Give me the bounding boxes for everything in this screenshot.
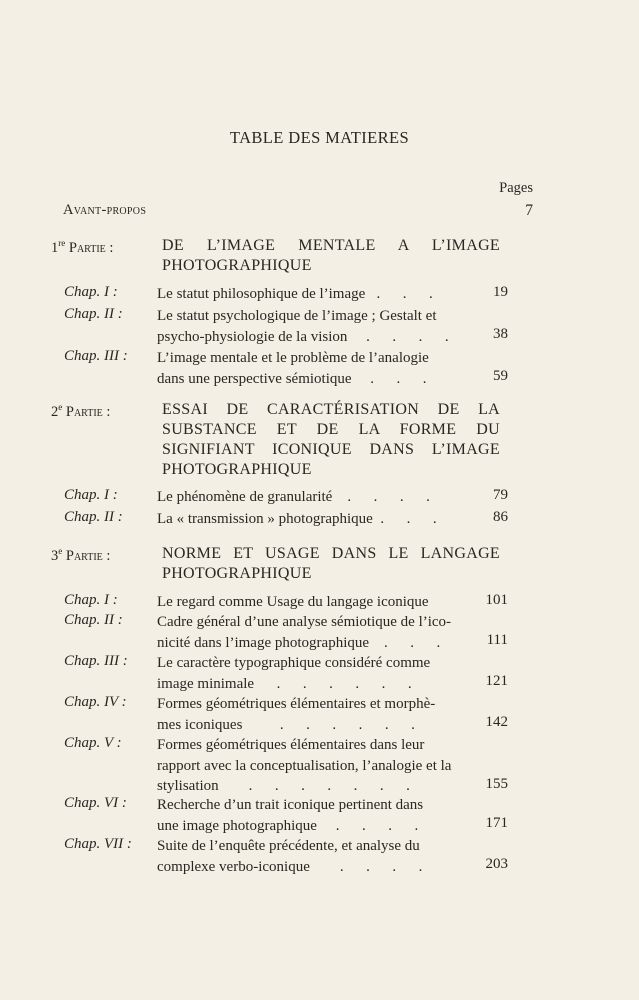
chapter-title: Le statut philosophique de l’image . . . <box>157 286 433 302</box>
chapter-title: L’image mentale et le problème de l’analogie dans une perspective sémiotique . . . <box>157 350 429 387</box>
chapter-page: 121 <box>485 673 508 689</box>
part-title: NORME ET USAGE DANS LE LANGAGE PHOTOGRAPHIQUE <box>162 545 500 582</box>
chapter-label: Chap. II : <box>64 509 123 525</box>
chapter-page: 111 <box>486 632 508 648</box>
chapter-title: Le caractère typographique considéré comme image minimale . . . . . . <box>157 655 431 692</box>
page-title: TABLE DES MATIERES <box>229 128 410 147</box>
chapter-page: 155 <box>485 776 508 792</box>
chapter-label: Chap. IV : <box>64 694 127 710</box>
chapter-label: Chap. V : <box>64 735 122 751</box>
part-label: 2e Partie : <box>51 402 111 420</box>
chapter-title: Recherche d’un trait iconique pertinent dans une image photographique . . . . <box>157 797 424 834</box>
chapter-page: 101 <box>485 592 508 608</box>
avant-propos-page: 7 <box>525 202 533 219</box>
chapter-title: Le phénomène de granularité . . . . <box>157 489 430 505</box>
chapter-label: Chap. III : <box>64 348 128 364</box>
chapter-label: Chap. III : <box>64 653 128 669</box>
chapter-label: Chap. I : <box>64 487 118 503</box>
chapter-page: 38 <box>493 326 508 342</box>
chapter-label: Chap. VII : <box>64 836 132 852</box>
chapter-title: Le statut psychologique de l’image ; Gestalt et psycho-physiologie de la vision . . . . <box>157 308 449 345</box>
chapter-page: 19 <box>493 284 508 300</box>
chapter-page: 203 <box>485 856 508 872</box>
chapter-page: 142 <box>485 714 508 730</box>
chapter-page: 59 <box>493 368 508 384</box>
chapter-title: Le regard comme Usage du langage iconique <box>157 594 429 610</box>
chapter-title: La « transmission » photographique . . . <box>157 511 437 527</box>
chapter-page: 171 <box>485 815 508 831</box>
chapter-label: Chap. I : <box>64 284 118 300</box>
part-title: DE L’IMAGE MENTALE A L’IMAGE PHOTOGRAPHIQUE <box>162 237 500 274</box>
chapter-label: Chap. VI : <box>64 795 127 811</box>
part-title: ESSAI DE CARACTÉRISATION DE LA SUBSTANCE ET DE LA FORME DU SIGNIFIANT ICONIQUE DANS L’IMAGE PHOTOGRAPHIQUE <box>162 401 500 478</box>
part-label: 3e Partie : <box>51 546 111 564</box>
chapter-label: Chap. II : <box>64 612 123 628</box>
avant-propos-label: Avant-propos <box>63 202 147 218</box>
chapter-title: Cadre général d’une analyse sémiotique de l’ico- nicité dans l’image photographique . . . <box>157 614 452 651</box>
part-label: 1re Partie : <box>51 238 114 256</box>
chapter-label: Chap. I : <box>64 592 118 608</box>
pages-column-label: Pages <box>499 180 533 196</box>
chapter-title: Suite de l’enquête précédente, et analyse du complexe verbo-iconique . . . . <box>157 838 423 875</box>
chapter-title: Formes géométriques élémentaires et morphè- mes iconiques . . . . . . <box>157 696 436 733</box>
chapter-title: Formes géométriques élémentaires dans leur rapport avec la conceptualisation, l’analogie et la stylisation . . . . . . . <box>157 737 452 794</box>
chapter-label: Chap. II : <box>64 306 123 322</box>
chapter-page: 79 <box>493 487 508 503</box>
chapter-page: 86 <box>493 509 508 525</box>
